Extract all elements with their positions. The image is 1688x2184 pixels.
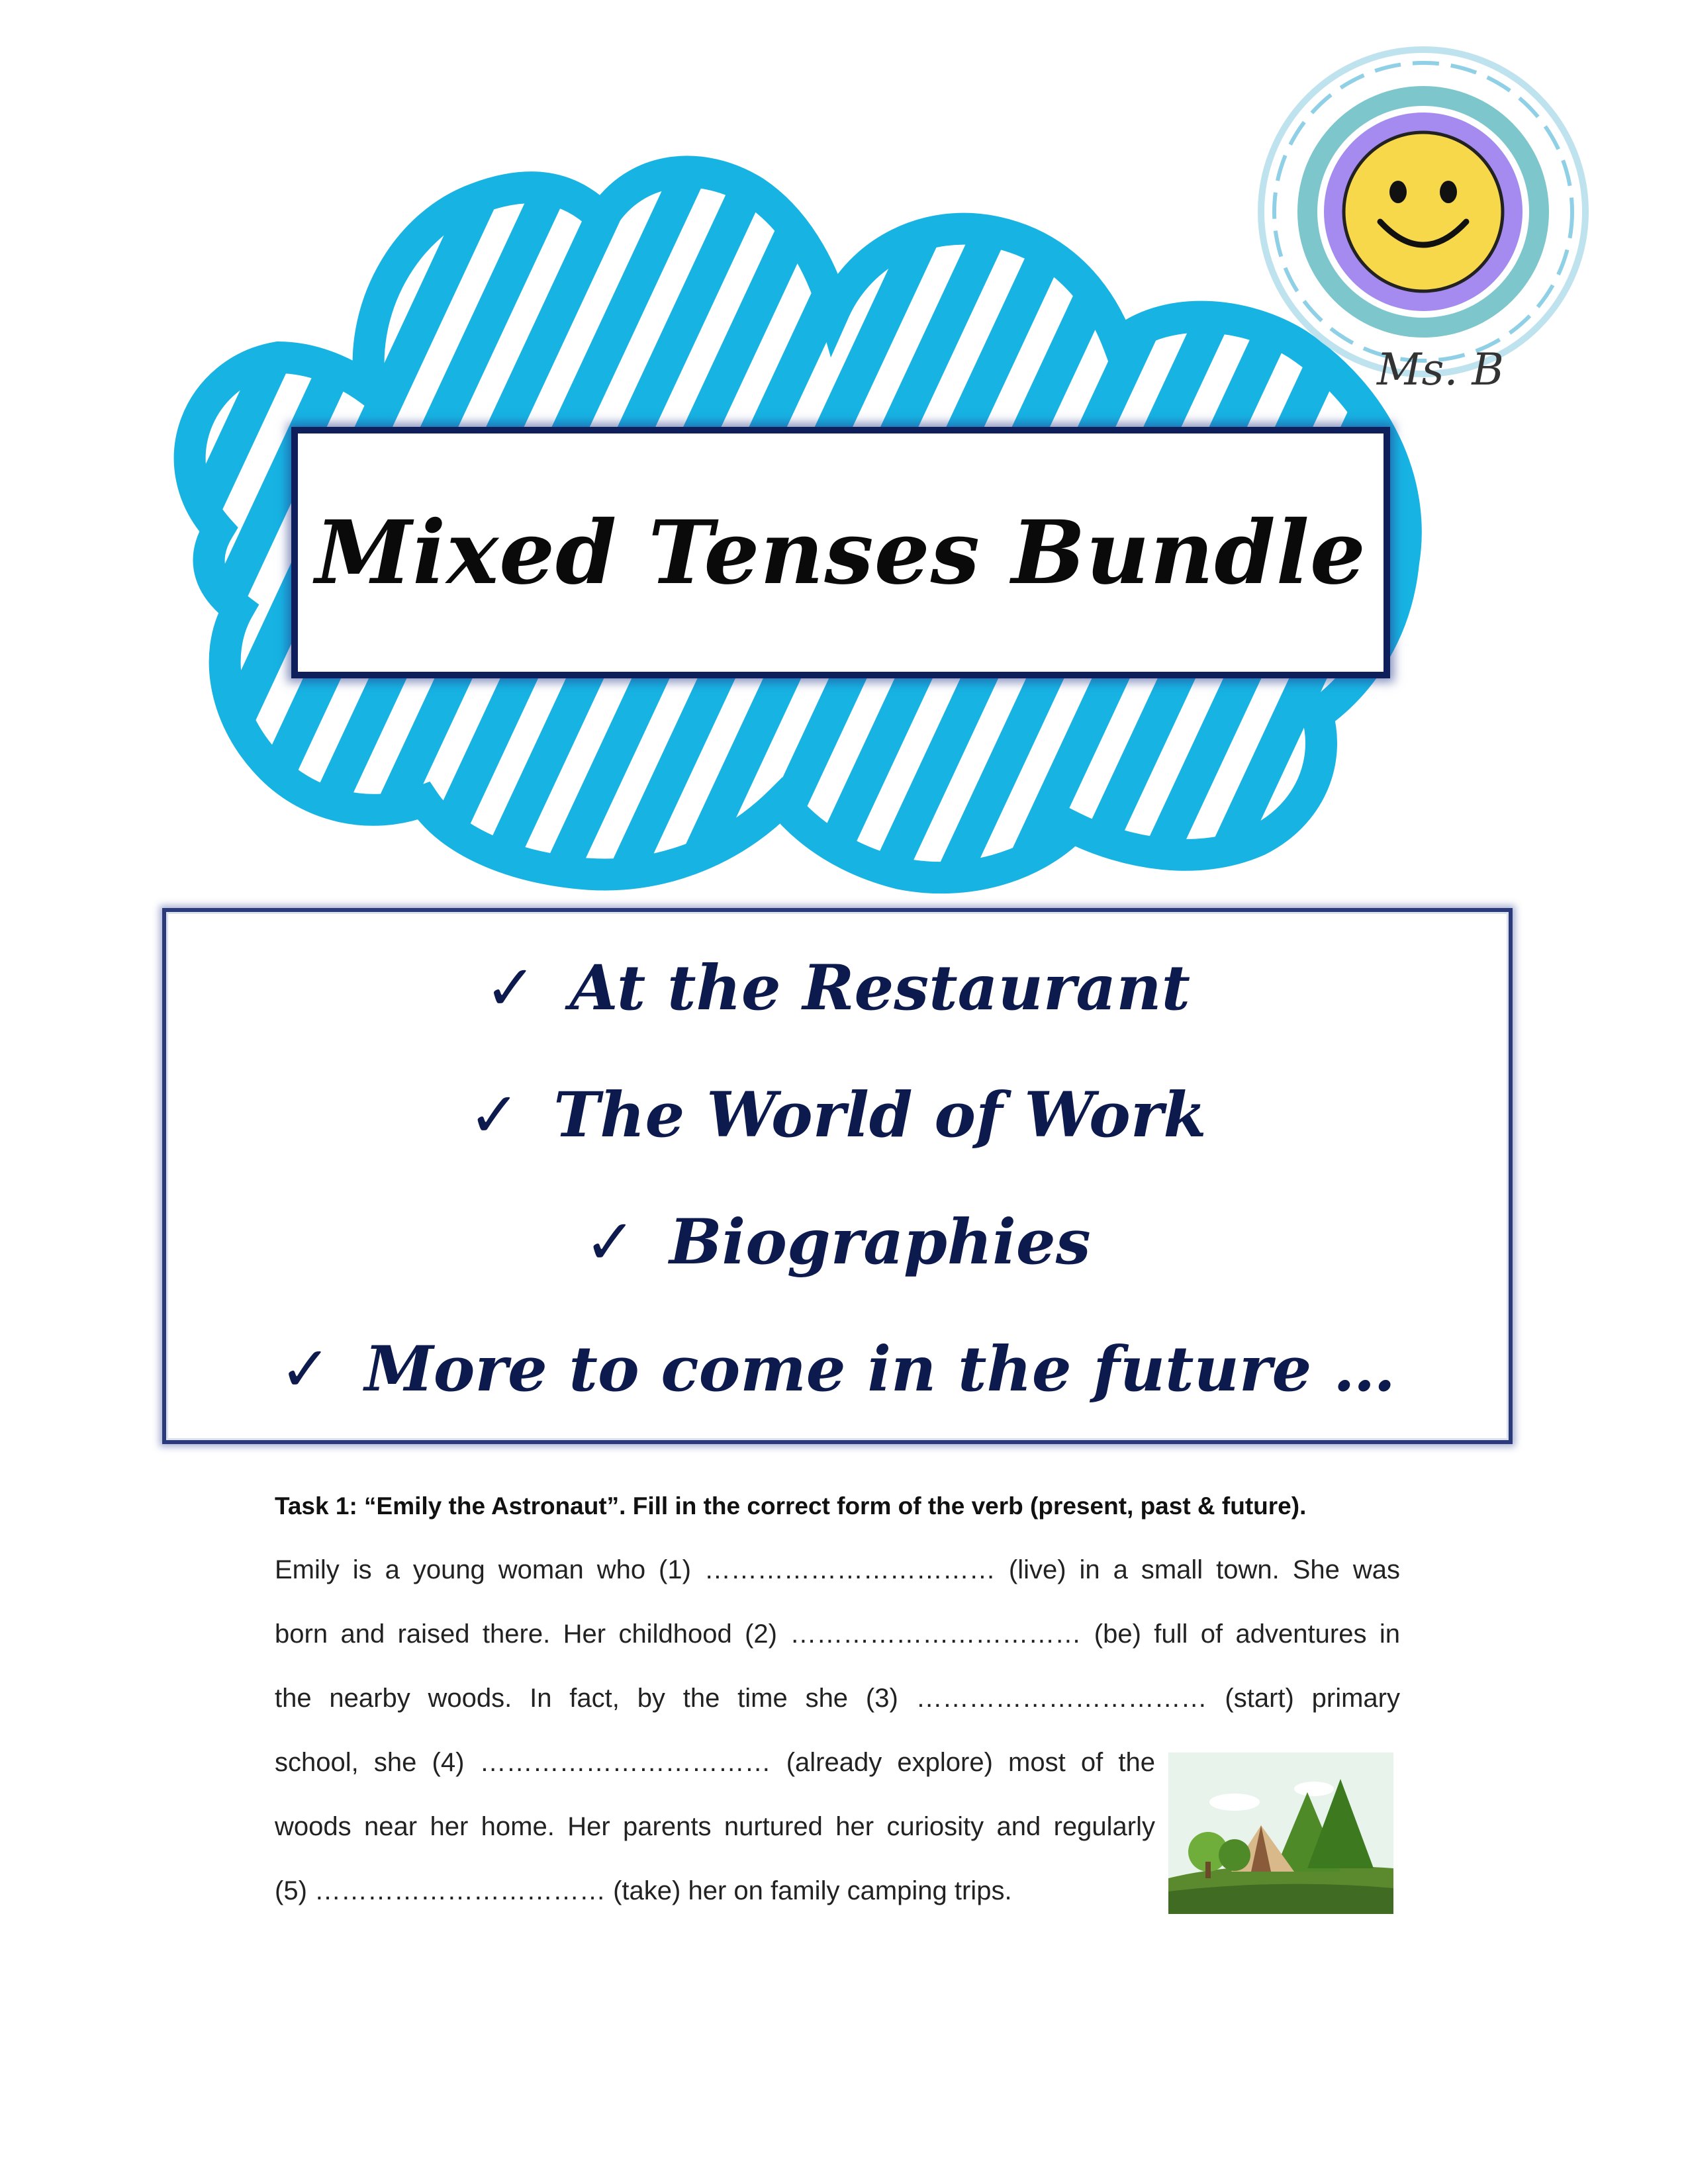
checkmark-icon: ✓ bbox=[584, 1206, 637, 1279]
title-box bbox=[291, 427, 1390, 678]
task-title: Task 1: “Emily the Astronaut”. Fill in the correct form of the verb (present, past & future). bbox=[275, 1492, 1307, 1520]
text-line: the nearby woods. In fact, by the time she (3) …………………………… (start) primary bbox=[275, 1684, 1400, 1713]
camping-scene-icon bbox=[1168, 1752, 1393, 1914]
checkmark-icon: ✓ bbox=[468, 1079, 521, 1152]
text-line: (5) …………………………… (take) her on family camping trips. bbox=[275, 1876, 1012, 1905]
list-item: ✓ The World of Work bbox=[468, 1079, 1207, 1152]
page-title: Mixed Tenses Bundle bbox=[315, 501, 1366, 604]
list-item: ✓ Biographies bbox=[584, 1206, 1091, 1279]
text-line: Emily is a young woman who (1) …………………………… (live) in a small town. She was bbox=[275, 1555, 1400, 1584]
checkmark-icon: ✓ bbox=[279, 1334, 332, 1406]
smiley-logo-icon bbox=[1251, 40, 1595, 384]
contents-list-box bbox=[162, 908, 1513, 1444]
text-line: school, she (4) …………………………… (already explore) most of the bbox=[275, 1748, 1155, 1777]
signature: Ms. B bbox=[1377, 344, 1504, 395]
list-item: ✓ At the Restaurant bbox=[484, 952, 1191, 1024]
text-line: woods near her home. Her parents nurtured her curiosity and regularly bbox=[275, 1812, 1155, 1841]
text-line: born and raised there. Her childhood (2) …………………………… (be) full of adventures in bbox=[275, 1619, 1400, 1649]
list-item: ✓ More to come in the future … bbox=[279, 1333, 1395, 1406]
checkmark-icon: ✓ bbox=[484, 952, 537, 1024]
